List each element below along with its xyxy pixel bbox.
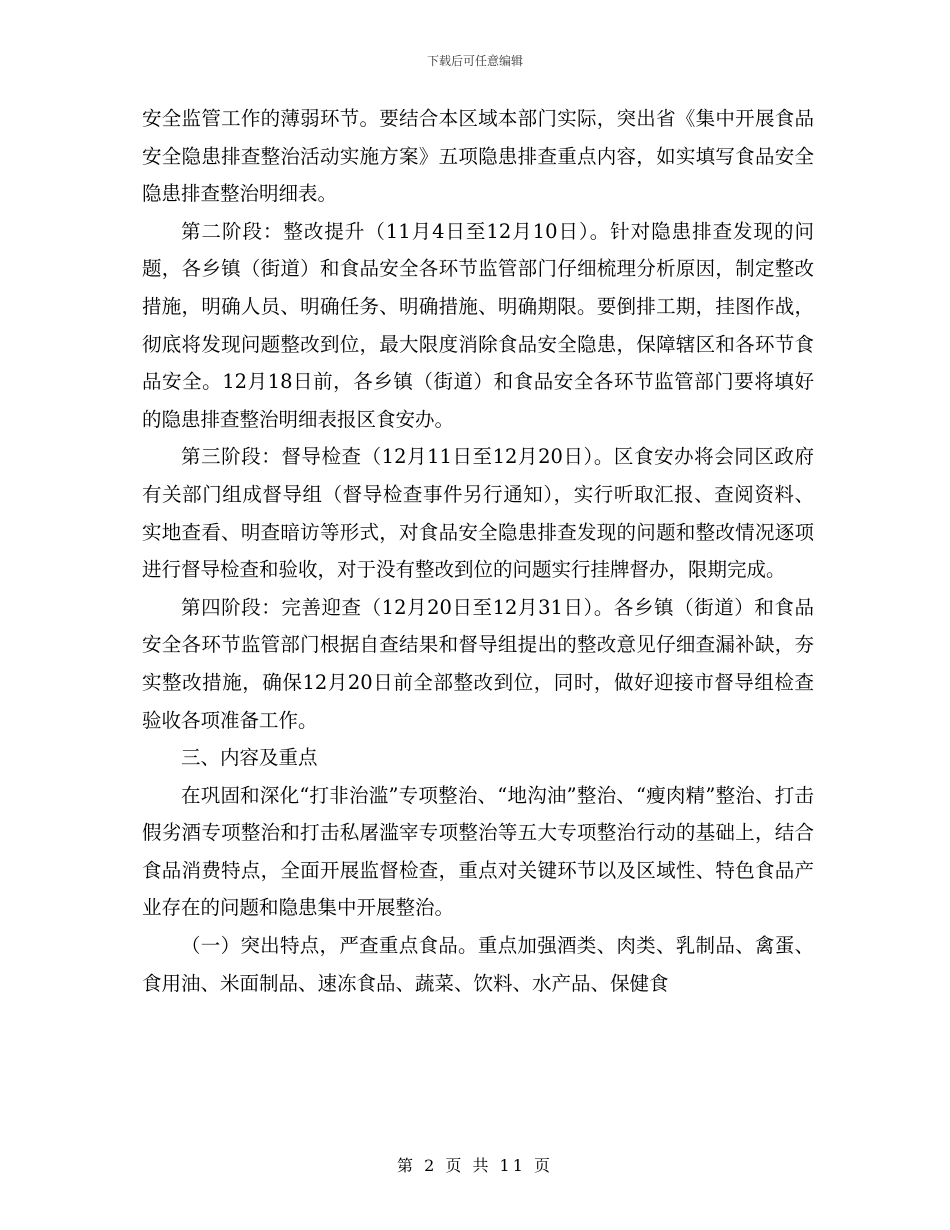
- paragraph: 第三阶段：督导检查（12月11日至12月20日）。区食安办将会同区政府有关部门组成督导组（督导检查事件另行通知），实行听取汇报、查阅资料、实地查看、明查暗访等形式，对食品安全隐患排查发现的问题和整改情况逐项进行督导检查和验收，对于没有整改到位的问题实行挂牌督办，限期完成。: [142, 445, 814, 582]
- paragraph: 在巩固和深化“打非治滥”专项整治、“地沟油”整治、“瘦肉精”整治、打击假劣酒专项整治和打击私屠滥宰专项整治等五大专项整治行动的基础上，结合食品消费特点，全面开展监督检查，重点对关键环节以及区域性、特色食品产业存在的问题和隐患集中开展整治。: [142, 783, 814, 920]
- paragraph: （一）突出特点，严查重点食品。重点加强酒类、肉类、乳制品、禽蛋、食用油、米面制品、速冻食品、蔬菜、饮料、水产品、保健食: [142, 934, 814, 995]
- page-footer: 第 2 页 共 11 页: [397, 1156, 553, 1175]
- paragraph: 安全监管工作的薄弱环节。要结合本区域本部门实际，突出省《集中开展食品安全隐患排查整治活动实施方案》五项隐患排查重点内容，如实填写食品安全隐患排查整治明细表。: [142, 107, 814, 206]
- paragraph: 第二阶段：整改提升（11月4日至12月10日）。针对隐患排查发现的问题，各乡镇（街道）和食品安全各环节监管部门仔细梳理分析原因，制定整改措施，明确人员、明确任务、明确措施、明确期限。要倒排工期，挂图作战，彻底将发现问题整改到位，最大限度消除食品安全隐患，保障辖区和各环节食品安全。12月18日前，各乡镇（街道）和食品安全各环节监管部门要将填好的隐患排查整治明细表报区食安办。: [142, 219, 814, 431]
- paragraph: 第四阶段：完善迎查（12月20日至12月31日）。各乡镇（街道）和食品安全各环节监管部门根据自查结果和督导组提出的整改意见仔细查漏补缺，夯实整改措施，确保12月20日前全部整改到位，同时，做好迎接市督导组检查验收各项准备工作。: [142, 595, 814, 732]
- section-heading: 三、内容及重点: [181, 746, 318, 770]
- document-body: [142, 100, 814, 1002]
- page-header: 下载后可任意编辑: [426, 54, 523, 68]
